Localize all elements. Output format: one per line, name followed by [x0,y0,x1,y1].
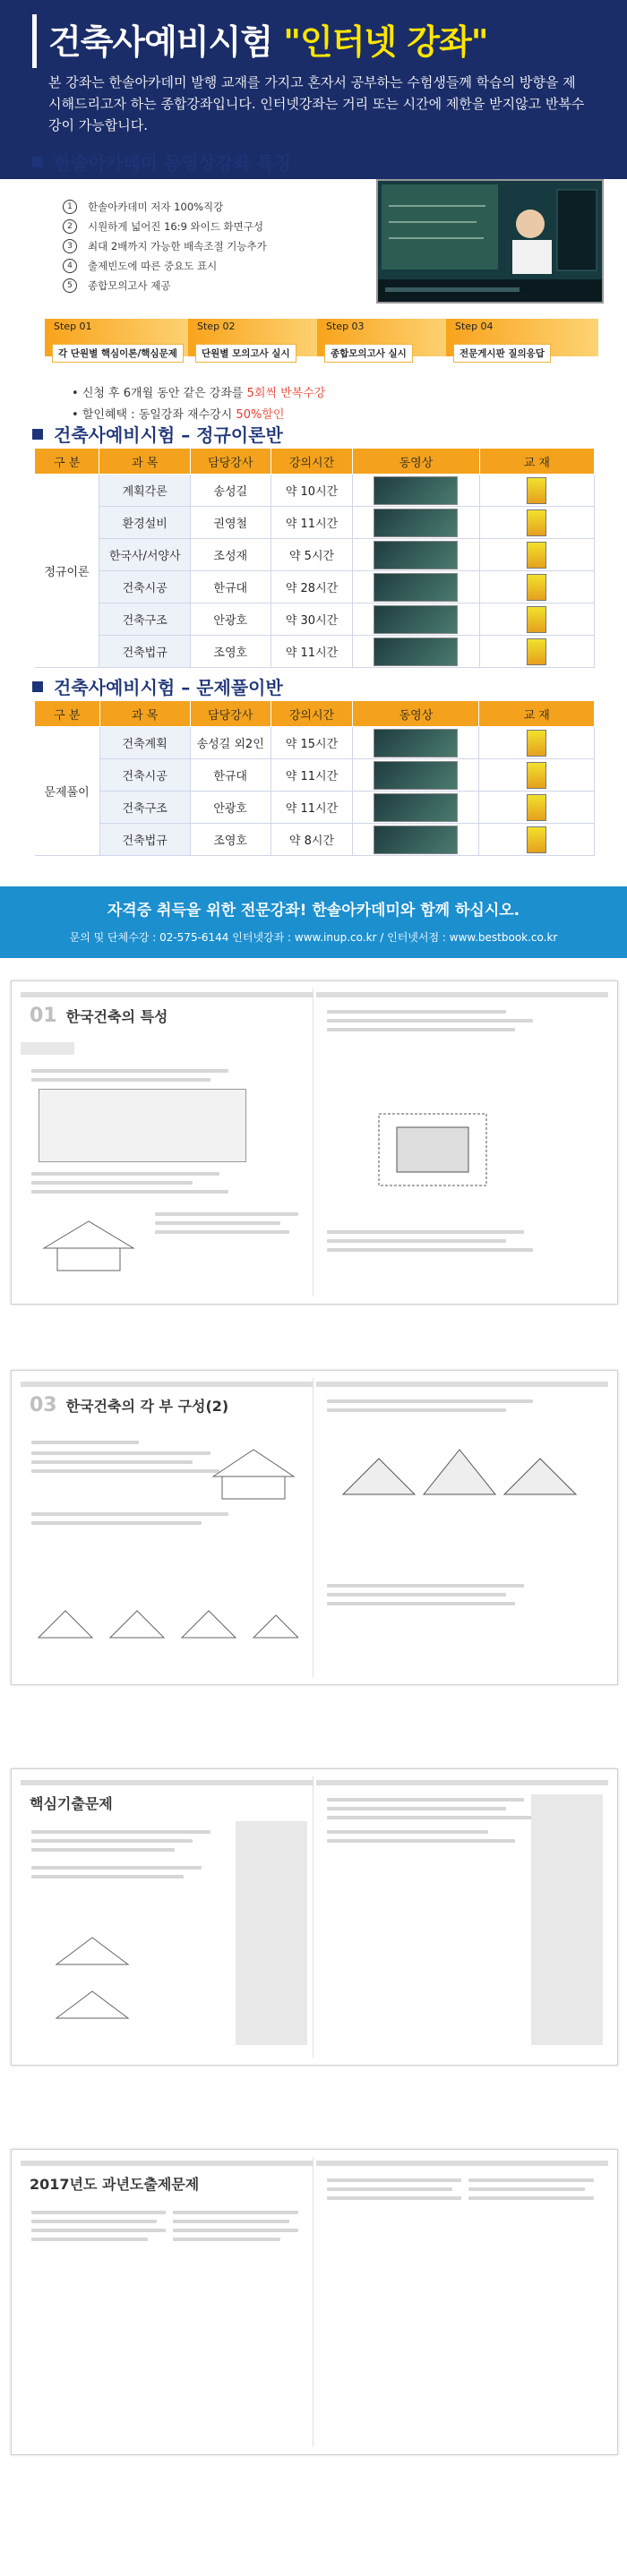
step-1 [45,312,193,364]
step-4 [446,312,598,364]
feature-item [63,197,267,217]
feature-item [63,236,267,256]
chapter-number: 03 [30,1394,57,1416]
video-thumbnail[interactable] [374,761,458,790]
lecture-video-screenshot [376,179,604,304]
feature-text: 한솔아카데미 저자 100%직강 [88,201,224,213]
category-cell: 정규이론 [35,475,99,668]
time-cell: 약 5시간 [271,539,353,571]
video-cell [353,792,479,824]
spread-left-page [21,988,314,1297]
teacher-cell: 조영호 [190,824,271,856]
table-row [35,636,595,668]
feature-text: 최대 2배까지 가능한 배속조절 기능추가 [88,240,267,252]
table-row [35,507,595,539]
time-cell: 약 30시간 [271,603,353,636]
book-cell [479,475,595,507]
time-cell: 약 11시간 [271,759,353,792]
hero-description: 본 강좌는 한솔아카데미 발행 교재를 가지고 혼자서 공부하는 수험생들께 학습의 방향을 제시해드리고자 하는 종합강좌입니다. 인터넷강좌는 거리 또는 시간에 제한을 받지않고 반복수강이 가능합니다. [48,74,585,133]
book-cell [479,636,595,668]
benefit-item: • 할인혜택 : 동일강좌 재수강시 50%할인 [72,408,285,422]
subject-cell: 건축계획 [99,727,190,759]
step-label: Step 04 [455,321,494,332]
step-label: Step 02 [197,321,236,332]
roof-drawing-icon [35,1212,142,1275]
spread-right-page [316,988,608,1297]
time-cell: 약 11시간 [271,636,353,668]
book-cover-icon[interactable] [527,509,546,536]
banner-contact: 문의 및 단체수강 : 02-575-6144 인터넷강좌 : www.inup.co.kr / 인터넷서점 : www.bestbook.co.kr [69,931,558,944]
teacher-cell: 안광호 [190,603,271,636]
time-cell: 약 11시간 [271,792,353,824]
spread-right-page [316,1776,608,2058]
book-cell [479,507,595,539]
video-cell [353,507,479,539]
video-cell [353,824,479,856]
benefit-text: 신청 후 6개월 동안 같은 강좌를 [82,387,247,400]
book-cover-icon[interactable] [527,638,546,665]
subject-cell: 건축구조 [99,603,190,636]
step-text: 종합모의고사 실시 [324,344,413,363]
feature-text: 종합모의고사 제공 [88,279,171,292]
book-cover-icon[interactable] [527,606,546,633]
video-cell [353,759,479,792]
book-cover-icon[interactable] [527,730,546,757]
roof-section-icons [30,1602,298,1656]
chapter-title: 2017년도 과년도출제문제 [30,2176,200,2193]
teacher-cell: 한규대 [190,759,271,792]
col-header: 과 목 [99,449,190,475]
video-cell [353,636,479,668]
video-thumbnail[interactable] [374,573,458,602]
square-bullet-icon [32,429,43,440]
hero-title [48,14,488,64]
chapter-title: 한국건축의 각 부 구성(2) [65,1398,229,1415]
subject-cell: 건축법규 [99,824,190,856]
step-text: 단원별 모의고사 실시 [195,344,296,363]
book-spread-1 [11,980,618,1305]
spread-right-page [316,2157,608,2447]
book-cell [479,727,595,759]
video-thumbnail[interactable] [374,793,458,822]
roof-type-illustrations [334,1432,585,1539]
video-cell [353,475,479,507]
problem-course-table [34,700,595,856]
spread-right-page [316,1378,608,1677]
col-header: 과 목 [99,701,190,727]
col-header: 구 분 [35,701,100,727]
teacher-cell: 조성재 [190,539,271,571]
teacher-cell: 권영철 [190,507,271,539]
table1-heading [32,421,283,447]
banner-headline: 자격증 취득을 위한 전문강좌! 한솔아카데미와 함께 하십시오. [107,902,520,920]
regular-course-table [34,448,595,668]
step-2 [188,312,322,364]
teacher-cell: 한규대 [190,571,271,603]
floor-plan-diagram [343,1096,522,1203]
benefit-bullets [72,383,325,426]
chapter-title: 핵심기출문제 [30,1795,113,1812]
benefit-highlight: 50%할인 [236,408,285,422]
col-header: 담당강사 [190,449,271,475]
video-thumbnail[interactable] [374,541,458,569]
time-cell: 약 10시간 [271,475,353,507]
benefit-highlight: 5회씩 반복수강 [246,387,326,400]
features-title: 한솔아카데미 동영상강좌 특징 [54,152,292,174]
chapter-heading [30,1793,113,1813]
spread-left-page [21,1776,314,2058]
chapter-title: 한국건축의 특성 [65,1008,168,1025]
book-spread-4 [11,2149,618,2455]
feature-list [63,197,267,295]
table-row [35,603,595,636]
video-thumbnail[interactable] [374,605,458,634]
table-row [35,571,595,603]
book-cell [479,824,595,856]
book-cover-icon[interactable] [527,826,546,853]
table-header-row [35,449,595,475]
video-cell [353,571,479,603]
step-label: Step 01 [54,321,92,332]
subject-cell: 계획각론 [99,475,190,507]
col-header: 강의시간 [271,701,353,727]
col-header: 구 분 [35,449,99,475]
hero-title-text: 건축사예비시험 [48,22,272,62]
table-row [35,759,595,792]
exam-illustrations [39,1920,218,2027]
video-thumbnail[interactable] [374,509,458,537]
col-header: 강의시간 [271,449,353,475]
time-cell: 약 11시간 [271,507,353,539]
chapter-heading [30,2173,199,2194]
step-label: Step 03 [326,321,365,332]
teacher-cell: 송성길 [190,475,271,507]
step-3 [317,312,451,364]
time-cell: 약 8시간 [271,824,353,856]
table-row [35,792,595,824]
table2-heading [32,673,283,699]
table-row [35,475,595,507]
col-header: 교 재 [479,449,595,475]
book-cell [479,792,595,824]
features-heading [32,149,291,175]
circled-number: 3 [63,239,77,253]
spread-left-page [21,2157,314,2447]
video-thumbnail[interactable] [374,729,458,757]
benefit-text: 할인혜택 : 동일강좌 재수강시 [82,408,236,422]
feature-item [63,276,267,295]
col-header: 동영상 [353,449,479,475]
table-row [35,539,595,571]
book-cover-icon[interactable] [527,794,546,821]
col-header: 동영상 [353,701,479,727]
hero-accent-bar [32,14,37,68]
feature-item [63,217,267,236]
table-row [35,824,595,856]
step-text: 전문게시판 질의응답 [453,344,551,363]
subject-cell: 한국사/서양사 [99,539,190,571]
step-text: 각 단원별 핵심이론/핵심문제 [52,344,184,363]
video-player-image [378,181,602,302]
video-cell [353,539,479,571]
video-thumbnail[interactable] [374,638,458,666]
spread-left-page [21,1378,314,1677]
contact-banner [0,886,627,958]
square-bullet-icon [32,157,43,167]
circled-number: 1 [63,200,77,214]
book-cover-icon[interactable] [527,762,546,789]
col-header: 담당강사 [190,701,271,727]
time-cell: 약 15시간 [271,727,353,759]
feature-text: 출제빈도에 따른 중요도 표시 [88,260,218,272]
chapter-heading [30,1394,228,1416]
book-spread-3 [11,1768,618,2066]
chapter-heading [30,1005,167,1027]
book-cover-icon[interactable] [527,542,546,569]
hero-title-quote: "인터넷 강좌" [283,22,488,62]
video-cell [353,727,479,759]
circled-number: 5 [63,278,77,293]
book-cell [479,759,595,792]
book-cell [479,539,595,571]
teacher-cell: 송성길 외2인 [190,727,271,759]
circled-number: 2 [63,219,77,234]
video-thumbnail[interactable] [374,826,458,854]
book-cell [479,571,595,603]
book-cover-icon[interactable] [527,574,546,601]
category-cell: 문제풀이 [35,727,100,856]
video-thumbnail[interactable] [374,476,458,505]
subject-cell: 건축구조 [99,792,190,824]
video-cell [353,603,479,636]
table-row [35,727,595,759]
book-spread-2 [11,1370,618,1685]
square-bullet-icon [32,681,43,692]
subject-cell: 건축시공 [99,571,190,603]
table1-title: 건축사예비시험 – 정규이론반 [54,424,283,446]
teacher-cell: 안광호 [190,792,271,824]
time-cell: 약 28시간 [271,571,353,603]
circled-number: 4 [63,259,77,273]
subject-cell: 환경설비 [99,507,190,539]
teacher-cell: 조영호 [190,636,271,668]
subject-cell: 건축시공 [99,759,190,792]
table2-title: 건축사예비시험 – 문제풀이반 [54,677,283,698]
benefit-item: • 신청 후 6개월 동안 같은 강좌를 5회씩 반복수강 [72,387,326,400]
feature-item [63,256,267,276]
table-header-row [35,701,595,727]
book-cell [479,603,595,636]
col-header: 교 재 [479,701,595,727]
roof-drawing-icon [209,1441,298,1503]
study-steps [45,312,600,365]
book-cover-icon[interactable] [527,477,546,504]
chapter-number: 01 [30,1005,57,1027]
feature-text: 시원하게 넓어진 16:9 와이드 화면구성 [88,220,263,233]
subject-cell: 건축법규 [99,636,190,668]
